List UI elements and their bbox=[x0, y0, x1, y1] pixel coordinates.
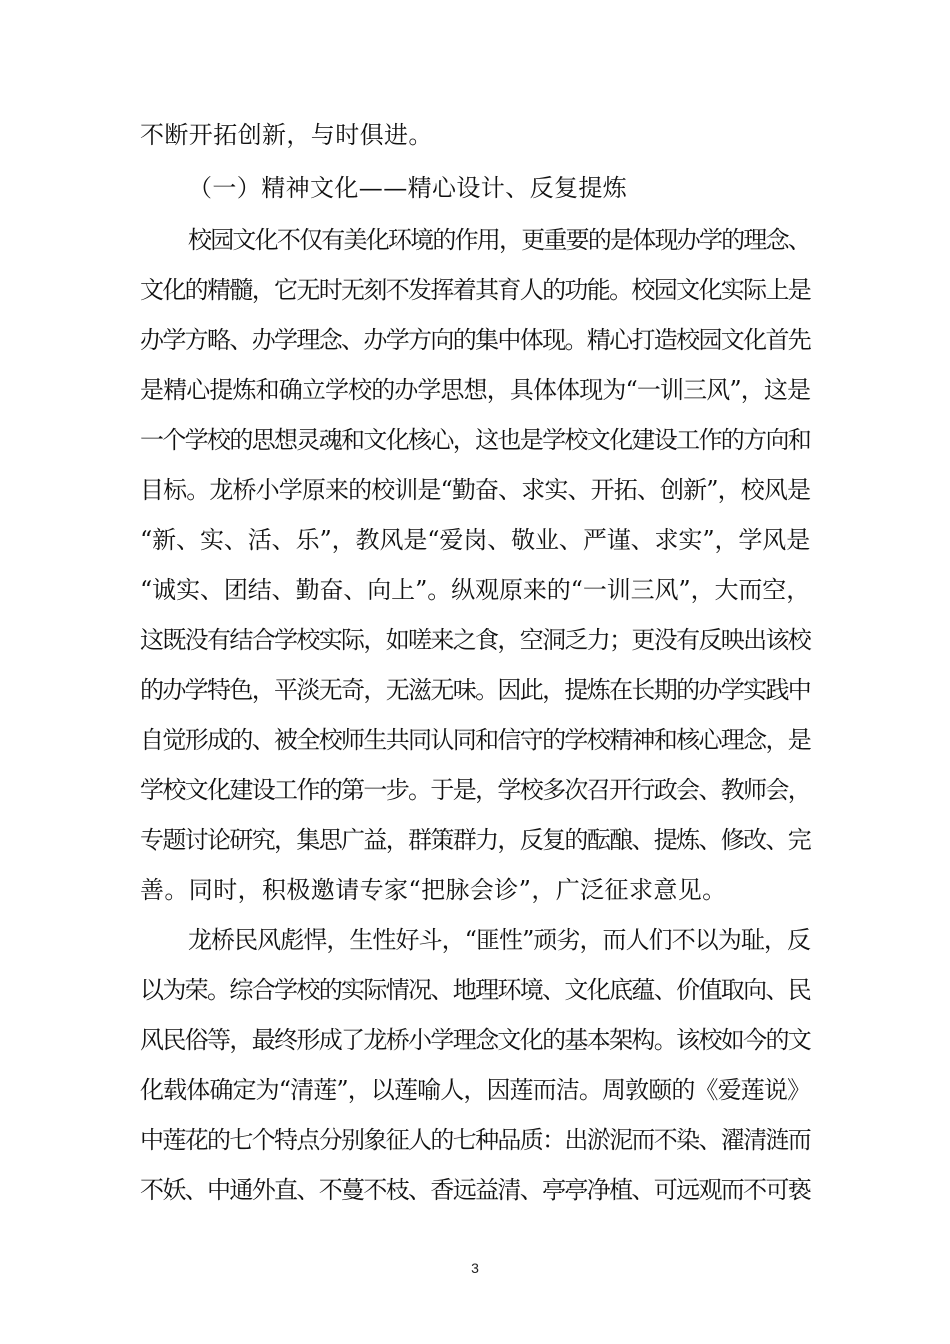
text-line-20: 化载体确定为“清莲”，以莲喻人，因莲而洁。周敦颐的《爱莲说》 bbox=[140, 1076, 810, 1104]
text-line-21: 中莲花的七个特点分别象征人的七种品质：出淤泥而不染、濯清涟而 bbox=[140, 1126, 810, 1154]
text-line-8: 目标。龙桥小学原来的校训是“勤奋、求实、开拓、创新”，校风是 bbox=[140, 476, 810, 504]
section-heading: （一）精神文化——精心设计、反复提炼 bbox=[188, 174, 628, 202]
text-line-11: 这既没有结合学校实际，如嗟来之食，空洞乏力；更没有反映出该校 bbox=[140, 626, 810, 654]
text-line-18: 以为荣。综合学校的实际情况、地理环境、文化底蕴、价值取向、民 bbox=[140, 976, 810, 1004]
text-line-9: “新、实、活、乐”，教风是“爱岗、敬业、严谨、求实”，学风是 bbox=[140, 526, 810, 554]
text-line-14: 学校文化建设工作的第一步。于是，学校多次召开行政会、教师会， bbox=[140, 776, 810, 804]
text-line-15: 专题讨论研究，集思广益，群策群力，反复的酝酿、提炼、修改、完 bbox=[140, 826, 810, 854]
text-line-12: 的办学特色，平淡无奇，无滋无味。因此，提炼在长期的办学实践中 bbox=[140, 676, 810, 704]
text-line-16: 善。同时，积极邀请专家“把脉会诊”，广泛征求意见。 bbox=[140, 876, 727, 904]
text-line-1: 不断开拓创新，与时俱进。 bbox=[140, 121, 433, 149]
text-line-3: 校园文化不仅有美化环境的作用，更重要的是体现办学的理念、 bbox=[188, 226, 810, 254]
text-line-5: 办学方略、办学理念、办学方向的集中体现。精心打造校园文化首先 bbox=[140, 326, 810, 354]
text-line-19: 风民俗等，最终形成了龙桥小学理念文化的基本架构。该校如今的文 bbox=[140, 1026, 810, 1054]
text-line-17: 龙桥民风彪悍，生性好斗，“匪性”顽劣，而人们不以为耻，反 bbox=[188, 926, 810, 954]
text-line-13: 自觉形成的、被全校师生共同认同和信守的学校精神和核心理念，是 bbox=[140, 726, 810, 754]
text-line-6: 是精心提炼和确立学校的办学思想，具体体现为“一训三风”，这是 bbox=[140, 376, 810, 404]
page-number: 3 bbox=[471, 1260, 479, 1276]
text-line-7: 一个学校的思想灵魂和文化核心，这也是学校文化建设工作的方向和 bbox=[140, 426, 810, 454]
text-line-4: 文化的精髓，它无时无刻不发挥着其育人的功能。校园文化实际上是 bbox=[140, 276, 810, 304]
text-line-10: “诚实、团结、勤奋、向上”。纵观原来的“一训三风”，大而空， bbox=[140, 576, 810, 604]
text-line-22: 不妖、中通外直、不蔓不枝、香远益清、亭亭净植、可远观而不可亵 bbox=[140, 1176, 810, 1204]
